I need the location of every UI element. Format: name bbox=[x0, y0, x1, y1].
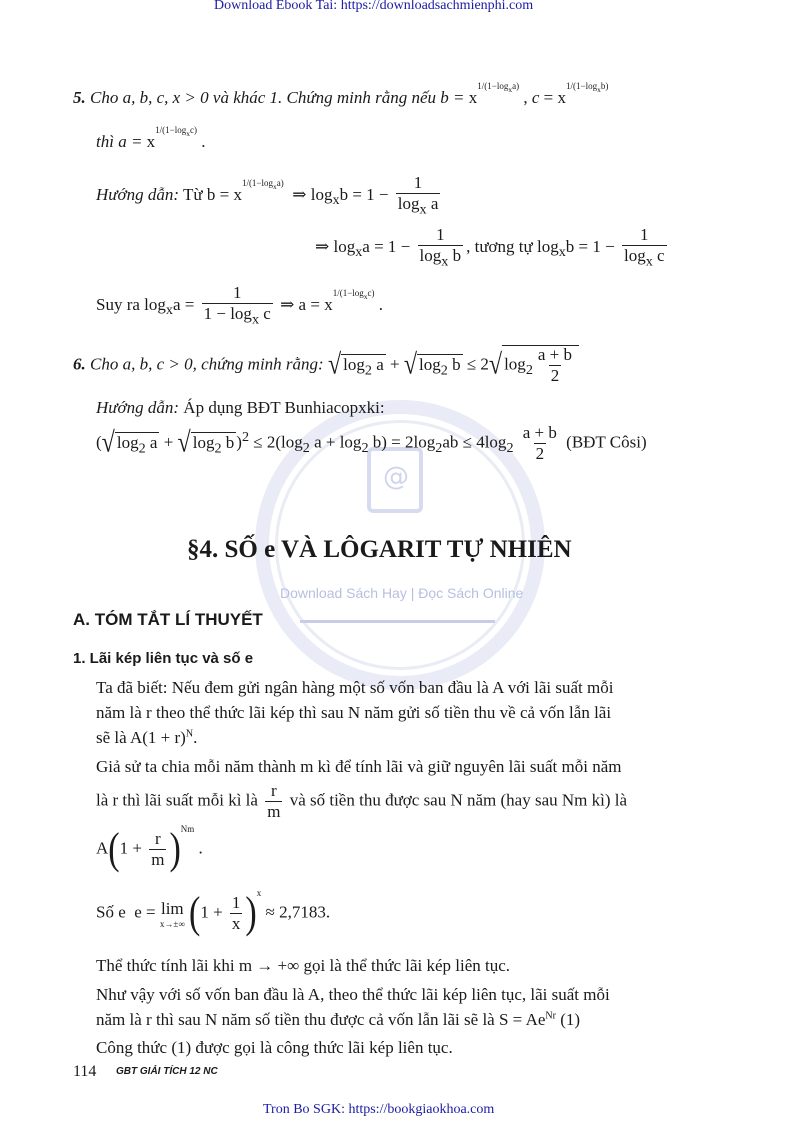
at-icon: @ bbox=[383, 462, 409, 492]
problem6-hint-label: Hướng dẫn: bbox=[96, 398, 180, 417]
body-p5: Công thức (1) được gọi là công thức lãi kép liên tục. bbox=[96, 1038, 453, 1057]
compound-formula: A(1 + $\frac{r}{m}$ )Nm . bbox=[96, 823, 203, 874]
body-p3: Thể thức tính lãi khi m → +∞ gọi là thể thức lãi kép liên tục. bbox=[96, 956, 511, 975]
problem5-statement: Cho a, b, c, x > 0 và khác 1. Chứng minh rằng nếu b = bbox=[90, 88, 465, 107]
book-title: GBT GIẢI TÍCH 12 NC bbox=[116, 1066, 218, 1077]
body-p4-line2: năm là r thì sau N năm số tiền thu được cả vốn lẫn lãi sẽ là $S = Ae^{Nr}$ (1) bbox=[96, 1010, 581, 1029]
subsection-1-title: 1. Lãi kép liên tục và số e bbox=[73, 650, 254, 667]
section-title: §4. SỐ e VÀ LÔGARIT TỰ NHIÊN bbox=[187, 536, 572, 563]
problem5-hint-label: Hướng dẫn: bbox=[96, 184, 180, 204]
problem5-line2: thì $a = x1/(1-\log_xc)$ . bbox=[96, 125, 206, 151]
problem5-hint: Hướng dẫn: Từ $b = x1/(1-\log_xa)$ ⇒ $\log_xb = 1$ − $\frac{1}{\log_x a}$ bbox=[96, 173, 439, 218]
problem5-similarly: , tương tự bbox=[466, 236, 533, 256]
body-p4-line1: Như vậy với số vốn ban đầu là A, theo thể thức lãi kép liên tục, lãi suất mỗi bbox=[96, 985, 610, 1004]
problem6-statement: Cho a, b, c > 0, chứng minh rằng: bbox=[90, 354, 324, 374]
body-p1-line2: năm là r theo thể thức lãi kép thì sau N năm gửi số tiền thu về cả vốn lẫn lãi bbox=[96, 703, 612, 722]
problem6-number: 6. bbox=[73, 354, 86, 374]
problem5-conclude: Suy ra bbox=[96, 294, 140, 314]
e-definition: Số e e = lim x→±∞ (1 + $\frac{1}{x}$ )x ≈ 2,7183. bbox=[96, 887, 331, 938]
body-p2-line2: là r thì lãi suất mỗi kì là $\frac{r}{m}$ và số tiền thu được sau N năm (hay sau Nm kì) là bbox=[96, 781, 628, 821]
page-number: 114 bbox=[73, 1063, 97, 1080]
body-p1-line3: sẽ là $A(1 + r)^N$. bbox=[96, 728, 198, 747]
watermark-rule bbox=[300, 620, 495, 623]
problem6-cosi: (BĐT Côsi) bbox=[566, 432, 647, 452]
part-a-title: A. TÓM TẮT LÍ THUYẾT bbox=[73, 610, 263, 629]
body-p2-line1: Giả sử ta chia mỗi năm thành m kì để tính lãi và giữ nguyên lãi suất mỗi năm bbox=[96, 757, 622, 776]
header-download-link[interactable]: Download Ebook Tai: https://downloadsachmienphi.com bbox=[214, 0, 534, 13]
problem5-then: thì a = bbox=[96, 132, 143, 151]
problem6-proof: (√ $\log_2 a$ + √ $\log_2 b$ )$^2 \le 2(\log_2$ $a + \log_2 b) = 2\log_2ab \le 4\log_2$ $\frac{a + b}{2}$ (BĐT Côsi) bbox=[96, 423, 647, 463]
problem6-hint-text: Áp dụng BĐT Bunhiacopxki: bbox=[183, 398, 385, 417]
body-p1-line1: Ta đã biết: Nếu đem gửi ngân hàng một số vốn ban đầu là A với lãi suất mỗi bbox=[96, 678, 614, 697]
watermark-text: Download Sách Hay | Đọc Sách Online bbox=[280, 585, 524, 601]
problem5-number: 5. bbox=[73, 88, 86, 107]
problem6-hint bbox=[96, 398, 385, 418]
problem5-hint-from: Từ b = bbox=[183, 184, 230, 204]
problem5-line1: 5. Cho a, b, c, x > 0 và khác 1. Chứng minh rằng nếu $b = x1/(1-\log_xa)$ , $c = x1/(1-\log_xb)$ bbox=[73, 81, 609, 107]
footer-link[interactable]: Tron Bo SGK: https://bookgiaokhoa.com bbox=[263, 1102, 495, 1117]
problem5-hint-line2: ⇒ $\log_xa = 1$ − $\frac{1}{\log_x b}$ , tương tự $\log_xb = 1$ − $\frac{1}{\log_x c}$ bbox=[315, 225, 665, 270]
problem5-conclusion: Suy ra $\log_xa$ = $\frac{1}{1 - \log_x c}$ ⇒ $a = x1/(1-\log_xc)$ . bbox=[96, 283, 384, 328]
problem6-statement-line: 6. Cho a, b, c > 0, chứng minh rằng: √ $\log_2 a$ + √ $\log_2 b \le 2√$ $\log_2$ $\frac{a + b}{2}$ bbox=[73, 345, 579, 386]
